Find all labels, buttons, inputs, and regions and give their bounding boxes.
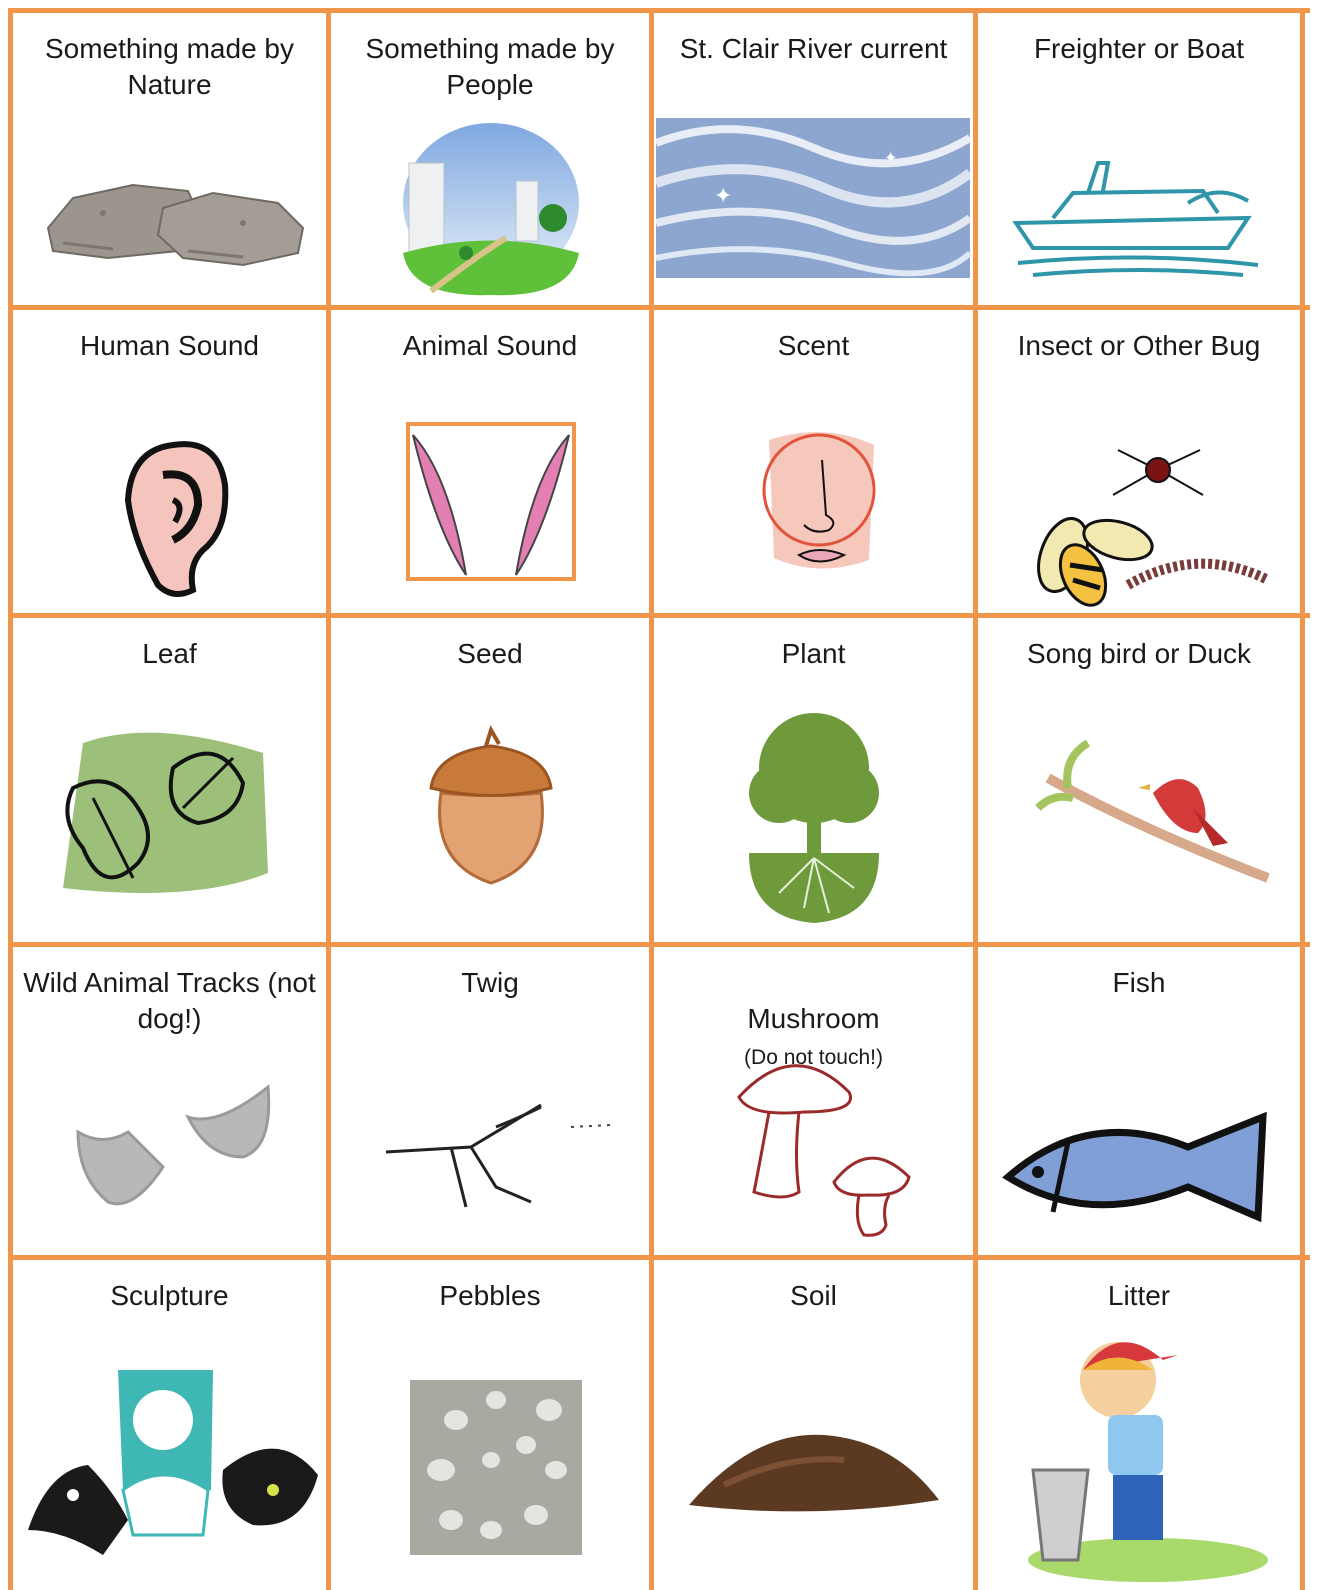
card-label: Animal Sound: [402, 330, 578, 361]
card-label: Leaf: [142, 638, 197, 669]
card-label: Insect or Other Bug: [1017, 330, 1261, 361]
card-label: Fish: [1112, 967, 1166, 998]
grid-line: [1300, 8, 1305, 1590]
city-park-icon: [331, 13, 649, 305]
nose-icon: [654, 310, 973, 613]
svg-text:✦: ✦: [884, 150, 898, 167]
rock-icon: [13, 13, 326, 305]
card-litter[interactable]: [978, 1260, 1300, 1590]
card-label: Seed: [457, 638, 523, 669]
card-leaf[interactable]: [13, 618, 326, 942]
mushroom-warning-note: (Do not touch!): [744, 1046, 883, 1069]
boat-icon: [978, 13, 1300, 305]
bird-icon: [978, 618, 1300, 942]
card-label: Something made by Nature: [44, 33, 295, 100]
rabbit-ears-icon: [331, 310, 649, 613]
card-label: Human Sound: [79, 330, 259, 361]
fish-icon: [978, 947, 1300, 1255]
svg-text:✦: ✦: [714, 183, 733, 208]
card-bird[interactable]: [978, 618, 1300, 942]
card-insect[interactable]: [978, 310, 1300, 613]
card-tracks[interactable]: [13, 947, 326, 1255]
card-label: Twig: [461, 967, 519, 998]
acorn-icon: [331, 618, 649, 942]
card-label: Pebbles: [439, 1280, 541, 1311]
twig-icon: [331, 947, 649, 1255]
card-plant[interactable]: [654, 618, 973, 942]
card-human-sound[interactable]: [13, 310, 326, 613]
card-label: Something made by People: [365, 33, 615, 100]
litter-boy-icon: [978, 1260, 1300, 1590]
card-label: Sculpture: [110, 1280, 229, 1311]
card-fish[interactable]: [978, 947, 1300, 1255]
card-scent[interactable]: [654, 310, 973, 613]
card-label: Song bird or Duck: [1026, 638, 1252, 669]
human-ear-icon: [13, 310, 326, 613]
card-sculpture[interactable]: [13, 1260, 326, 1590]
animal-tracks-icon: [13, 947, 326, 1255]
mushroom-icon: [654, 947, 973, 1255]
card-twig[interactable]: [331, 947, 649, 1255]
card-soil[interactable]: [654, 1260, 973, 1590]
card-label: Scent: [777, 330, 850, 361]
bugs-icon: [978, 310, 1300, 613]
sculpture-icon: [13, 1260, 326, 1590]
card-mushroom[interactable]: [654, 947, 973, 1255]
card-label: Soil: [790, 1280, 837, 1311]
card-river[interactable]: [654, 13, 973, 305]
card-label: Plant: [781, 638, 846, 669]
card-people[interactable]: [331, 13, 649, 305]
card-label: Litter: [1107, 1280, 1171, 1311]
card-label: Freighter or Boat: [1033, 33, 1245, 64]
leaves-icon: [13, 618, 326, 942]
card-pebbles[interactable]: [331, 1260, 649, 1590]
card-animal-sound[interactable]: [331, 310, 649, 613]
card-label: Wild Animal Tracks (not dog!): [23, 967, 316, 1034]
card-boat[interactable]: [978, 13, 1300, 305]
river-current-icon: [654, 13, 973, 305]
pebbles-icon: [331, 1260, 649, 1590]
mushroom-label-text: Mushroom: [747, 1003, 880, 1034]
card-label: St. Clair River current: [679, 33, 948, 64]
card-nature[interactable]: [13, 13, 326, 305]
card-seed[interactable]: [331, 618, 649, 942]
tree-roots-icon: [654, 618, 973, 942]
soil-icon: [654, 1260, 973, 1590]
